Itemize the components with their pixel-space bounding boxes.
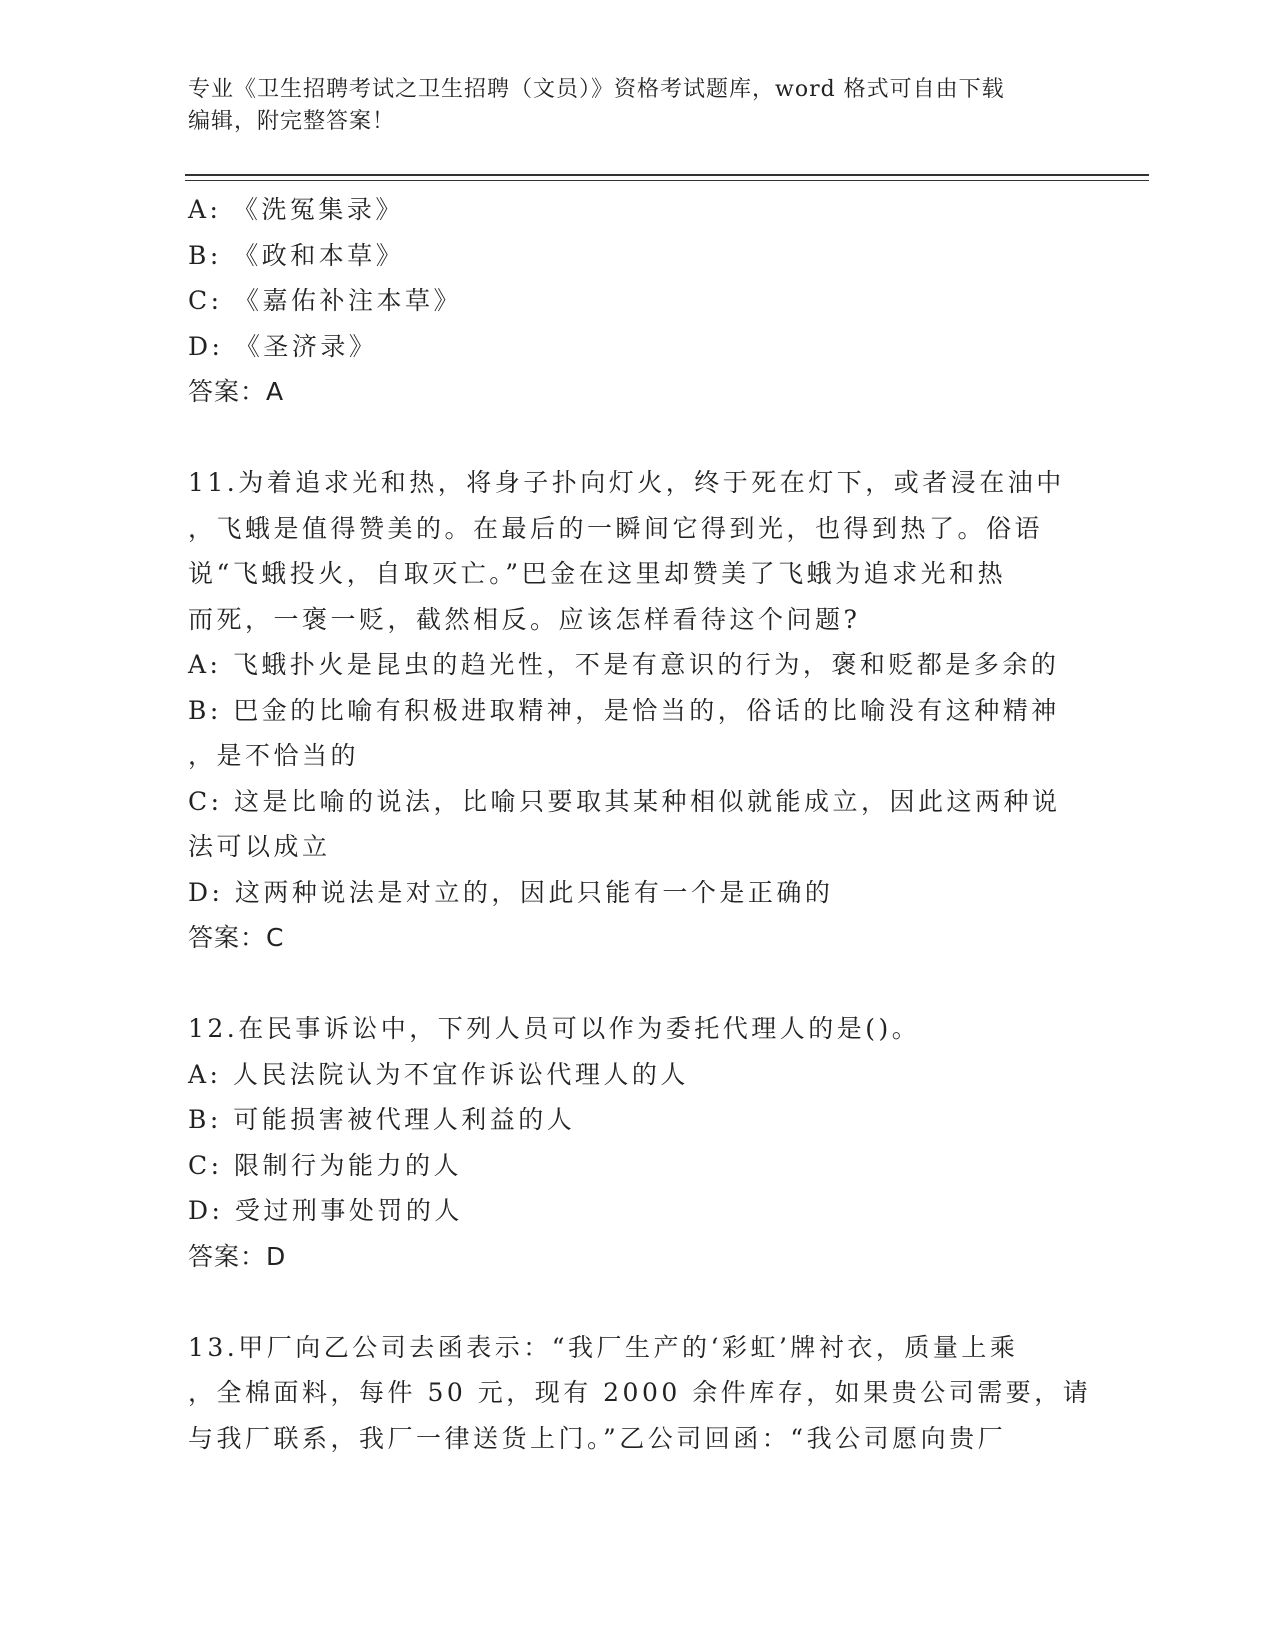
question-stem-line: ，飞蛾是值得赞美的。在最后的一瞬间它得到光，也得到热了。俗语 [188,513,1044,543]
question-stem-line: ，全棉面料，每件 50 元，现有 2000 余件库存，如果贵公司需要，请 [188,1378,1092,1407]
option-a: A: 人民法院认为不宜作诉讼代理人的人 [188,1059,689,1089]
option-b: B: 可能损害被代理人利益的人 [188,1105,576,1134]
question-12-block [188,1006,1068,1279]
question-stem-line: 12.在民事诉讼中，下列人员可以作为委托代理人的是()。 [188,1014,921,1043]
header-rule-thick [185,174,1149,176]
option-d: D: 这两种说法是对立的，因此只能有一个是正确的 [188,877,834,907]
page-header [188,74,1068,138]
option-a: A: 飞蛾扑火是昆虫的趋光性，不是有意识的行为，褒和贬都是多余的 [188,650,1060,679]
header-line-1: 专业《卫生招聘考试之卫生招聘（文员）》资格考试题库，word 格式可自由下载 [188,77,1005,102]
option-b: B: 巴金的比喻有积极进取精神，是恰当的，俗话的比喻没有这种精神 [188,695,1060,725]
header-line-2: 编辑，附完整答案！ [188,109,396,134]
question-stem-line: 说“飞蛾投火，自取灭亡。”巴金在这里却赞美了飞蛾为追求光和热 [188,559,1007,588]
question-13-block [188,1325,1092,1462]
answer-line: 答案：D [188,1241,287,1271]
question-stem-line: 11.为着追求光和热，将身子扑向灯火，终于死在灯下，或者浸在油中 [188,468,1065,497]
question-content [188,187,1092,1461]
question-11-block [188,460,1068,961]
answer-line: 答案：C [188,923,285,952]
option-c-continued: 法可以成立 [188,832,331,861]
header-rule-thin [185,180,1149,181]
option-c: C: 《嘉佑补注本草》 [188,286,462,315]
option-b: B: 《政和本草》 [188,240,405,270]
question-stem-line: 而死，一褒一贬，截然相反。应该怎样看待这个问题? [188,604,861,634]
question-stem-line: 与我厂联系，我厂一律送货上门。”乙公司回函：“我公司愿向贵厂 [188,1423,1007,1453]
question-stem-line: 13.甲厂向乙公司去函表示：“我厂生产的‘彩虹’牌衬衣，质量上乘 [188,1332,1019,1362]
question-10-block [188,187,1068,415]
answer-line: 答案：A [188,377,285,406]
option-d: D: 受过刑事处罚的人 [188,1196,463,1225]
option-b-continued: ，是不恰当的 [188,741,360,770]
option-c: C: 限制行为能力的人 [188,1150,462,1180]
option-d: D: 《圣济录》 [188,331,378,361]
option-a: A: 《洗冤集录》 [188,195,404,224]
option-c: C: 这是比喻的说法，比喻只要取其某种相似就能成立，因此这两种说 [188,786,1061,816]
